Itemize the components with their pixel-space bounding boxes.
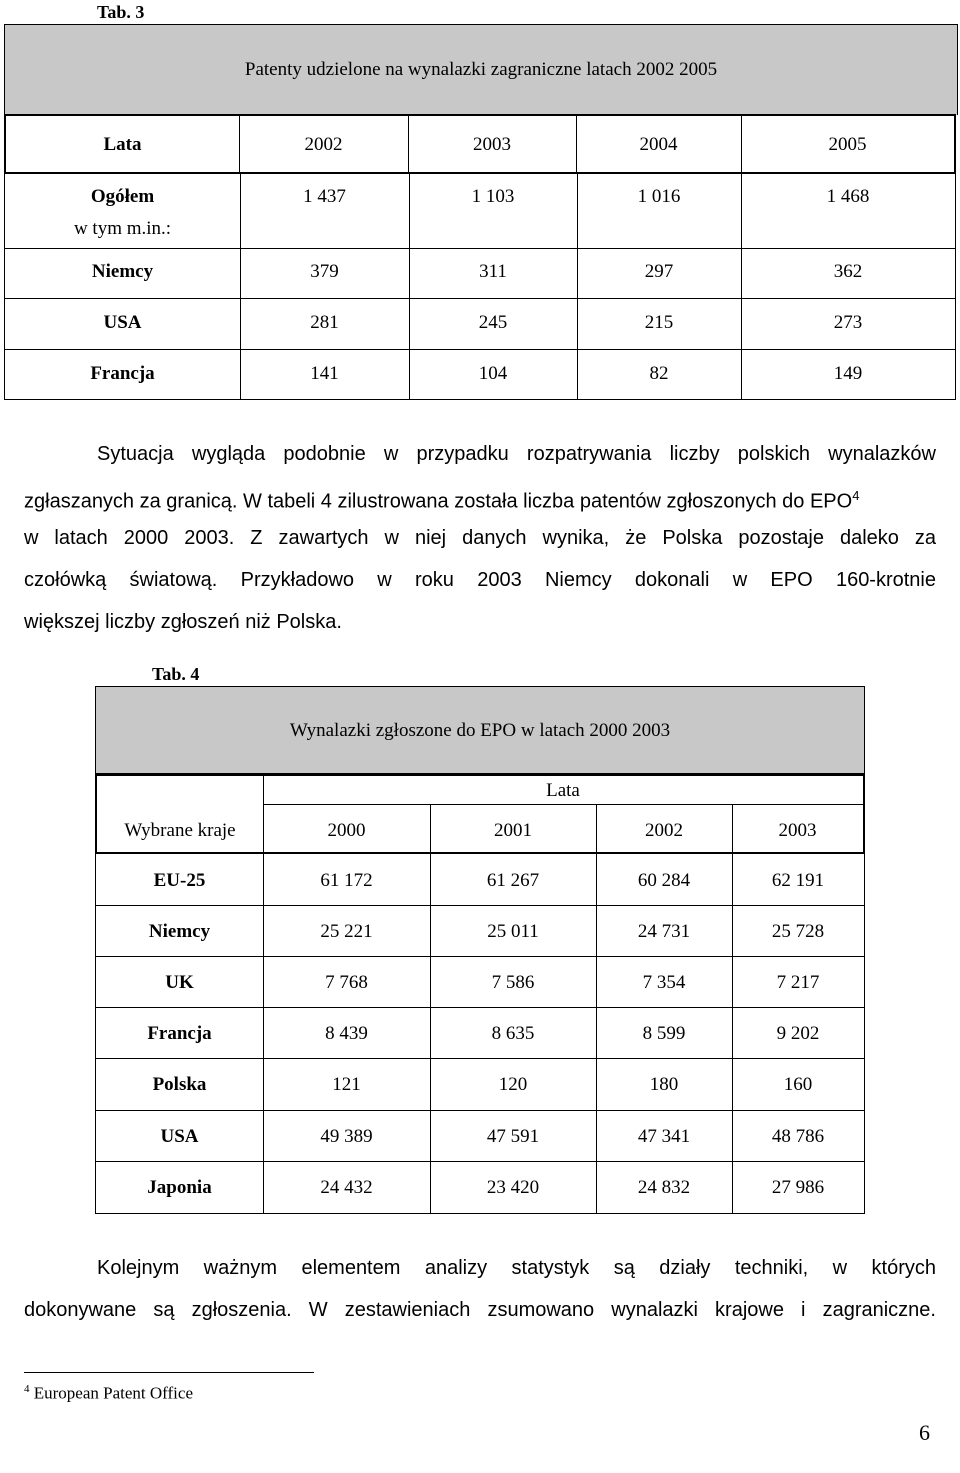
table4-cell: 47 591 (486, 1126, 540, 1147)
table3-cell: 104 (478, 363, 508, 384)
table4-row-label: UK (165, 972, 194, 993)
paragraph1-line: w latach 2000 2003. Z zawartych w niej danych wynika, że Polska pozostaje daleko za (24, 527, 936, 549)
table4-header-year: 2001 (494, 820, 532, 841)
table4-row-label: Japonia (147, 1177, 212, 1198)
table3-subnote: w tym m.in.: (73, 218, 172, 239)
table3-cell: 273 (833, 312, 863, 333)
table4-row-label: Polska (152, 1074, 207, 1095)
table3-title-band (4, 24, 958, 115)
table3-cell: 281 (310, 312, 339, 333)
table4-title-band (95, 686, 865, 774)
table4-cell: 25 728 (771, 921, 825, 942)
table3-total-label: Ogółem (90, 186, 155, 207)
table4-cell: 180 (649, 1074, 679, 1095)
table3-cell: 362 (833, 261, 863, 282)
table4-row-label: Francja (147, 1023, 212, 1044)
table3-header-year: 2003 (473, 134, 511, 155)
table3-cell: 245 (478, 312, 508, 333)
footnote-text: European Patent Office (33, 1383, 193, 1403)
paragraph2-line: dokonywane są zgłoszenia. W zestawieniach zsumowano wynalazki krajowe i zagraniczne. (24, 1299, 936, 1321)
table3-cell: 82 (649, 363, 669, 384)
footnote-divider (24, 1372, 314, 1373)
table4-cell: 47 341 (637, 1126, 691, 1147)
table3-cell: 379 (310, 261, 339, 282)
table3-cell: 297 (644, 261, 674, 282)
table4-cell: 61 267 (486, 870, 540, 891)
table4-cell: 25 011 (487, 921, 539, 942)
table4-body (95, 854, 865, 1214)
paragraph2-line: Kolejnym ważnym elementem analizy statystyk są działy techniki, w których (97, 1257, 936, 1279)
footnote (24, 1383, 193, 1404)
table3-cell: 1 103 (471, 186, 515, 207)
table3-header-row (4, 114, 956, 174)
table4-header (95, 774, 865, 854)
table4-cell: 61 172 (320, 870, 373, 891)
table3-body (4, 174, 956, 400)
table4-cell: 49 389 (320, 1126, 373, 1147)
table3-cell: 311 (479, 261, 507, 282)
table4-cell: 7 768 (325, 972, 368, 993)
table4-header-year: 2003 (778, 820, 817, 841)
table4-cell: 8 635 (491, 1023, 535, 1044)
table4-caption: Tab. 4 (152, 664, 200, 684)
table4-header-country: Wybrane kraje (124, 820, 236, 841)
table4-cell: 160 (783, 1074, 813, 1095)
table4-cell: 121 (332, 1074, 361, 1095)
table4-cell: 24 731 (637, 921, 691, 942)
table3-cell: 215 (644, 312, 674, 333)
table4-cell: 9 202 (776, 1023, 820, 1044)
table3-cell: 1 437 (303, 186, 346, 207)
table3-header-year: 2002 (304, 134, 343, 155)
footnote-number: 4 (24, 1383, 30, 1395)
table3-row-label: Niemcy (91, 261, 154, 282)
table3-row-label: Francja (90, 363, 155, 384)
table4-cell: 23 420 (486, 1177, 540, 1198)
table3-header-year: 2004 (639, 134, 678, 155)
table4-row-label: EU-25 (153, 870, 206, 891)
paragraph1-line: zgłaszanych za granicą. W tabeli 4 zilustrowana została liczba patentów zgłoszonych do EPO$^4$ (24, 488, 860, 513)
table4-header-year: 2000 (327, 820, 366, 841)
table4-cell: 24 432 (320, 1177, 373, 1198)
table3-cell: 1 016 (637, 186, 681, 207)
table4-title: Wynalazki zgłoszone do EPO w latach 2000 2003 (289, 720, 671, 741)
table4-cell: 7 354 (642, 972, 686, 993)
paragraph1-line: czołówką światową. Przykładowo w roku 2003 Niemcy dokonali w EPO 160-krotnie (24, 569, 936, 591)
table3-title: Patenty udzielone na wynalazki zagraniczne latach 2002 2005 (244, 59, 718, 80)
table4-cell: 8 599 (642, 1023, 686, 1044)
table3-cell: 1 468 (826, 186, 870, 207)
table4-header-year: 2002 (645, 820, 683, 841)
table3-header-year: 2005 (828, 134, 867, 155)
table4-cell: 25 221 (320, 921, 373, 942)
table3-cell: 149 (833, 363, 863, 384)
table4-cell: 24 832 (637, 1177, 691, 1198)
page-number: 6 (919, 1420, 930, 1445)
table4-cell: 7 586 (491, 972, 535, 993)
table3-cell: 141 (310, 363, 339, 384)
paragraph1-line: Sytuacja wygląda podobnie w przypadku rozpatrywania liczby polskich wynalazków (97, 443, 936, 465)
table3-header-lata: Lata (103, 134, 142, 155)
table4-cell: 48 786 (771, 1126, 825, 1147)
table4-lata-label: Lata (546, 780, 580, 801)
table4-cell: 27 986 (771, 1177, 825, 1198)
footnote-reference: 4 (852, 488, 860, 503)
table4-cell: 8 439 (325, 1023, 368, 1044)
table4-row-label: USA (160, 1126, 199, 1147)
table3-row-label: USA (103, 312, 142, 333)
paragraph1-line: większej liczby zgłoszeń niż Polska. (24, 611, 342, 633)
table4-cell: 60 284 (637, 870, 691, 891)
table4-row-label: Niemcy (148, 921, 211, 942)
table4-cell: 120 (498, 1074, 528, 1095)
table4-cell: 7 217 (776, 972, 820, 993)
table3-caption: Tab. 3 (97, 2, 145, 22)
table4-cell: 62 191 (771, 870, 825, 891)
